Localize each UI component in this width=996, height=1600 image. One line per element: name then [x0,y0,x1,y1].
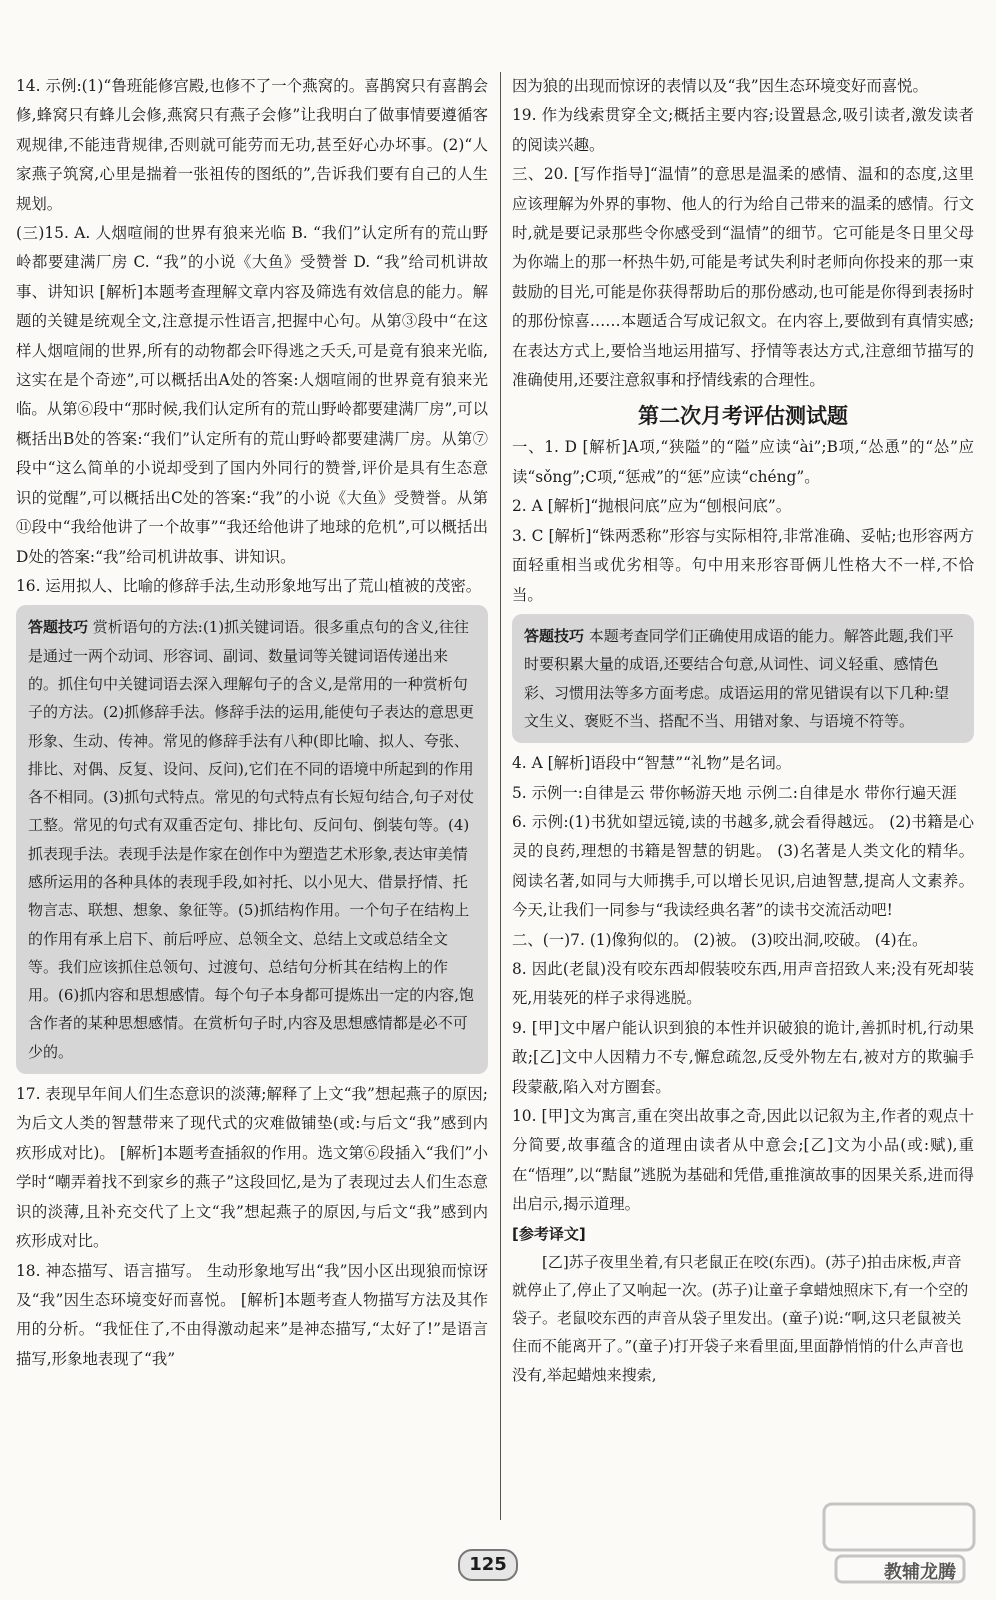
tip-label: 答题技巧 [28,618,89,637]
answer-1: 一、1. D [解析]A项,“狭隘”的“隘”应读“ài”;B项,“怂恿”的“怂”应读“sǒng”;C项,“惩戒”的“惩”应读“chéng”。 [512,438,974,486]
answer-8: 8. 因此(老鼠)没有咬东西却假装咬东西,用声音招致人来;没有死却装死,用装死的样子求得逃脱。 [512,959,974,1008]
watermark-logo-icon [816,1498,986,1590]
answer-6: 6. 示例:(1)书犹如望远镜,读的书越多,就会看得越远。 (2)书籍是心灵的良药,理想的书籍是智慧的钥匙。 (3)名著是人类文化的精华。阅读名著,如同与大师携手,可以增长见识,启迪智慧,提高人文素养。今天,让我们一同参与“我读经典名著”的读书交流活动吧! [512,812,974,920]
answer-20: 三、20. [写作指导]“温情”的意思是温柔的感情、温和的态度,这里应该理解为外界的事物、他人的行为给自己带来的温柔的感情。行文时,就是要记录那些令你感受到“温情”的细节。它可能是冬日里父母为你端上的那一杯热牛奶,可能是考试失利时老师向你投来的那一束鼓励的目光,可能是你获得帮助后的那份感动,也可能是你得到表扬时的那份惊喜……本题适合写成记叙文。在内容上,要做到有真情实感;在表达方式上,要恰当地运用描写、抒情等表达方式,注意细节描写的准确使用,还要注意叙事和抒情线索的合理性。 [512,165,974,390]
answer-4: 4. A [解析]语段中“智慧”“礼物”是名词。 [512,754,792,773]
tip-box-sentence-analysis [16,605,488,1074]
section-title: 第二次月考评估测试题 [638,404,848,429]
tip-box-idioms [512,614,974,743]
tip-text: 赏析语句的方法:(1)抓关键词语。很多重点句的含义,往往是通过一两个动词、形容词、副词、数量词等关键词语传递出来的。抓住句中关键词语去深入理解句子的含义,是常用的一种赏析句子的方法。(2)抓修辞手法。修辞手法的运用,能使句子表达的意思更形象、生动、传神。常见的修辞手法有八种(即比喻、拟人、夸张、排比、对偶、反复、设问、反问),它们在不同的语境中所起到的作用各不相同。(3)抓句式特点。常见的句式特点有长短句结合,句子对仗工整。常见的句式有双重否定句、排比句、反问句、倒装句等。(4)抓表现手法。表现手法是作家在创作中为塑造艺术形象,表达审美情感所运用的各种具体的表现手段,如衬托、以小见大、借景抒情、托物言志、联想、想象、象征等。(5)抓结构作用。一个句子在结构上的作用有承上启下、前后呼应、总领全文、总结上文或总结全文等。我们应该抓住总领句、过渡句、总结句分析其在结构上的作用。(6)抓内容和思想感情。每个句子本身都可提炼出一定的内容,饱含作者的某种思想感情。在赏析句子时,内容及思想感情都是必不可少的。 [28,618,475,1061]
page-number: 125 [458,1549,518,1581]
answer-18-continued: 因为狼的出现而惊讶的表情以及“我”因生态环境变好而喜悦。 [512,77,928,95]
tip-label: 答题技巧 [524,626,585,645]
answer-2: 2. A [解析]“抛根问底”应为“刨根问底”。 [512,497,792,516]
answer-15: (三)15. A. 人烟喧闹的世界有狼来光临 B. “我们”认定所有的荒山野岭都要建满厂房 C. “我”的小说《大鱼》受赞誉 D. “我”给司机讲故事、讲知识 [解析]本题考查理解文章内容及筛选有效信息的能力。解题的关键是统观全文,注意提示性语言,把握中心句。从第③段中“在这样人烟喧闹的世界,所有的动物都会吓得逃之夭夭,可是竟有狼来光临,这实在是个奇迹”,可以概括出A处的答案:人烟喧闹的世界竟有狼来光临。从第⑥段中“那时候,我们认定所有的荒山野岭都要建满厂房”,可以概括出B处的答案:“我们”认定所有的荒山野岭都要建满厂房。从第⑦段中“这么简单的小说却受到了国内外同行的赞誉,评价是具有生态意识的觉醒”,可以概括出C处的答案:“我”的小说《大鱼》受赞誉。从第⑪段中“我给他讲了一个故事”“我还给他讲了地球的危机”,可以概括出D处的答案:“我”给司机讲故事、讲知识。 [16,224,488,566]
right-column [512,72,974,1389]
reference-translation-text: [乙]苏子夜里坐着,有只老鼠正在咬(东西)。(苏子)拍击床板,声音就停止了,停止了又响起一次。(苏子)让童子拿蜡烛照床下,有一个空的袋子。老鼠咬东西的声音从袋子里发出。(童子)说:“啊,这只老鼠被关住而不能离开了。”(童子)打开袋子来看里面,里面静悄悄的什么声音也没有,举起蜡烛来搜索, [512,1252,969,1384]
answer-7: 二、(一)7. (1)像狗似的。 (2)被。 (3)咬出洞,咬破。 (4)在。 [512,930,928,949]
tip-text: 本题考查同学们正确使用成语的能力。解答此题,我们平时要积累大量的成语,还要结合句意,从词性、词义轻重、感情色彩、习惯用法等多方面考虑。成语运用的常见错误有以下几种:望文生义、褒贬不当、搭配不当、用错对象、与语境不符等。 [524,626,954,730]
answer-3: 3. C [解析]“铢两悉称”形容与实际相符,非常准确、妥帖;也形容两方面轻重相当或优劣相等。句中用来形容哥俩儿性格大不一样,不恰当。 [512,526,974,604]
column-divider [500,72,501,1520]
answer-17: 17. 表现早年间人们生态意识的淡薄;解释了上文“我”想起燕子的原因;为后文人类的智慧带来了现代式的灾难做铺垫(或:与后文“我”感到内疚形成对比)。 [解析]本题考查插叙的作用。选文第⑥段插入“我们”小学时“嘲弄着找不到家乡的燕子”这段回忆,是为了表现过去人们生态意识的淡薄,且补充交代了上文“我”想起燕子的原因,与后文“我”感到内疚形成对比。 [16,1085,488,1251]
answer-9: 9. [甲]文中屠户能认识到狼的本性并识破狼的诡计,善抓时机,行动果敢;[乙]文中人因精力不专,懈怠疏忽,反受外物左右,被对方的欺骗手段蒙蔽,陷入对方圈套。 [512,1018,974,1096]
reference-translation-heading: [参考译文] [512,1224,586,1243]
answer-19: 19. 作为线索贯穿全文;概括主要内容;设置悬念,吸引读者,激发读者的阅读兴趣。 [512,106,974,154]
answer-16: 16. 运用拟人、比喻的修辞手法,生动形象地写出了荒山植被的茂密。 [16,576,482,595]
corner-text: 教辅龙腾 [884,1562,956,1583]
answer-5: 5. 示例一:自律是云 带你畅游天地 示例二:自律是水 带你行遍天涯 [512,783,957,802]
answer-10: 10. [甲]文为寓言,重在突出故事之奇,因此以记叙为主,作者的观点十分简要,故事蕴含的道理由读者从中意会;[乙]文为小品(或:赋),重在“悟理”,以“黠鼠”逃脱为基础和凭借,重推演故事的因果关系,进而得出启示,揭示道理。 [512,1106,974,1214]
left-column [16,72,488,1374]
answer-18: 18. 神态描写、语言描写。 生动形象地写出“我”因小区出现狼而惊讶及“我”因生态环境变好而喜悦。 [解析]本题考查人物描写方法及其作用的分析。“我怔住了,不由得激动起来”是神态描写,“太好了!”是语言描写,形象地表现了“我” [16,1261,488,1368]
answer-14: 14. 示例:(1)“鲁班能修宫殿,也修不了一个燕窝的。喜鹊窝只有喜鹊会修,蜂窝只有蜂儿会修,燕窝只有燕子会修”让我明白了做事情要遵循客观规律,不能违背规律,否则就可能劳而无功,甚至好心办坏事。(2)“人家燕子筑窝,心里是揣着一张祖传的图纸的”,告诉我们要有自己的人生规划。 [16,77,488,213]
